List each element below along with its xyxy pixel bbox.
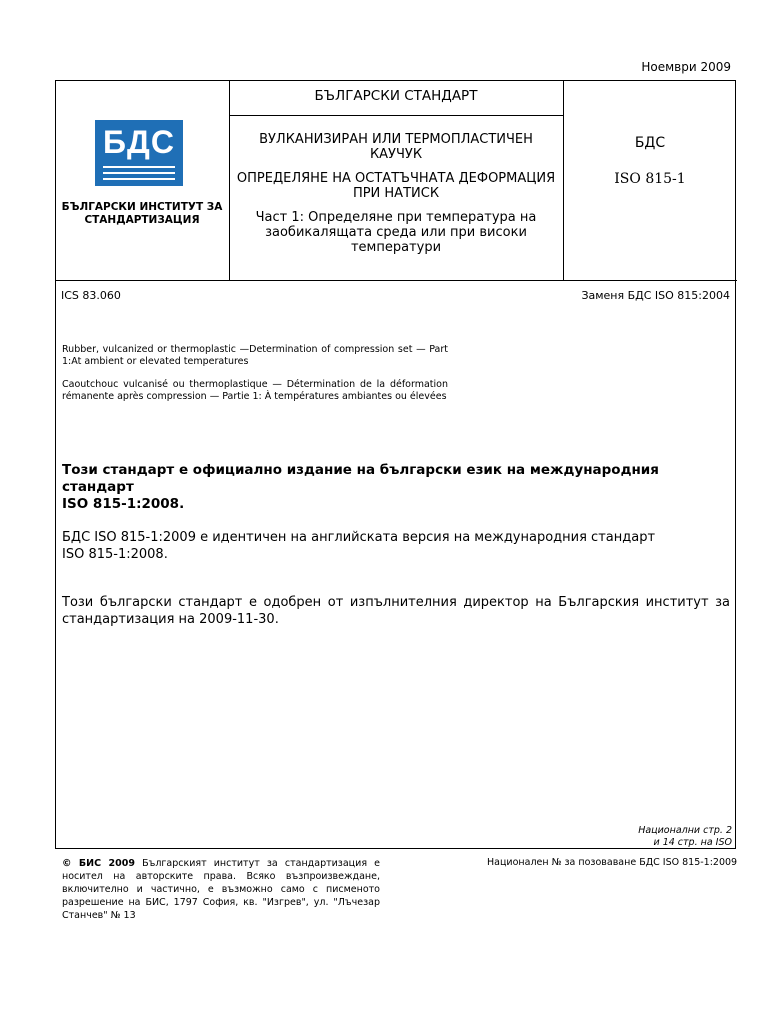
title-complementary: ОПРЕДЕЛЯНЕ НА ОСТАТЪЧНАТА ДЕФОРМАЦИЯ ПРИ НАТИСК	[236, 171, 556, 201]
institute-name-line: БЪЛГАРСКИ ИНСТИТУТ ЗА	[61, 201, 223, 213]
copyright-notice	[62, 857, 380, 922]
official-edition-statement	[62, 462, 732, 513]
standard-title	[236, 132, 556, 264]
replaces-note: Заменя БДС ISO 815:2004	[581, 289, 730, 302]
english-title: Rubber, vulcanized or thermoplastic —Determination of compression set — Part 1:At ambient or elevated temperatures	[62, 344, 448, 367]
title-main: ВУЛКАНИЗИРАН ИЛИ ТЕРМОПЛАСТИЧЕН КАУЧУК	[259, 132, 533, 162]
header-separator	[229, 115, 563, 116]
title-part: Част 1: Определяне при температура на заобикалящата среда или при високи температури	[255, 210, 537, 255]
standard-prefix: БДС	[634, 135, 666, 151]
copyright-label: © БИС 2009	[62, 858, 135, 869]
statement-line: ISO 815-1:2008.	[62, 496, 185, 512]
identity-statement	[62, 529, 732, 563]
institute-name	[55, 201, 229, 227]
column-divider-left	[229, 80, 230, 280]
approval-statement: Този български стандарт е одобрен от изпълнителния директор на Българския институт за стандартизация на 2009-11-30.	[62, 595, 730, 627]
institute-name-line: СТАНДАРТИЗАЦИЯ	[84, 214, 200, 226]
national-reference-number: Национален № за позоваване БДС ISO 815-1:2009	[487, 857, 738, 868]
standard-number: ISO 815-1	[614, 171, 686, 187]
page-count-line: Национални стр. 2	[638, 825, 732, 836]
page-count	[638, 825, 732, 849]
frame-divider	[55, 280, 737, 281]
publication-date: Ноември 2009	[641, 60, 731, 74]
statement-line: ISO 815-1:2008.	[62, 547, 168, 562]
statement-line: БДС ISO 815-1:2009 е идентичен на английската версия на международния стандарт	[62, 530, 656, 545]
logo-text: БДС	[103, 124, 175, 160]
standard-header: БЪЛГАРСКИ СТАНДАРТ	[314, 88, 478, 104]
logo-stripe	[103, 166, 175, 168]
logo-stripe	[103, 172, 175, 174]
ics-code: ICS 83.060	[61, 289, 121, 302]
french-title: Caoutchouc vulcanisé ou thermoplastique — Détermination de la déformation rémanente après compression — Partie 1: À températures ambiantes ou élevées	[62, 379, 448, 402]
bds-logo	[95, 120, 183, 186]
logo-stripe	[103, 178, 175, 180]
copyright-text: Българският институт за стандартизация е носител на авторските права. Всяко възпроизвеждане, включително и частично, е възможно само с писменото разрешение на БИС, 1797 София, кв. "Изгрев", ул. "Лъчезар Станчев" № 13	[62, 858, 381, 921]
statement-line: Този стандарт е официално издание на български език на международния стандарт	[62, 462, 659, 495]
page-count-line: и 14 стр. на ISO	[653, 837, 732, 848]
